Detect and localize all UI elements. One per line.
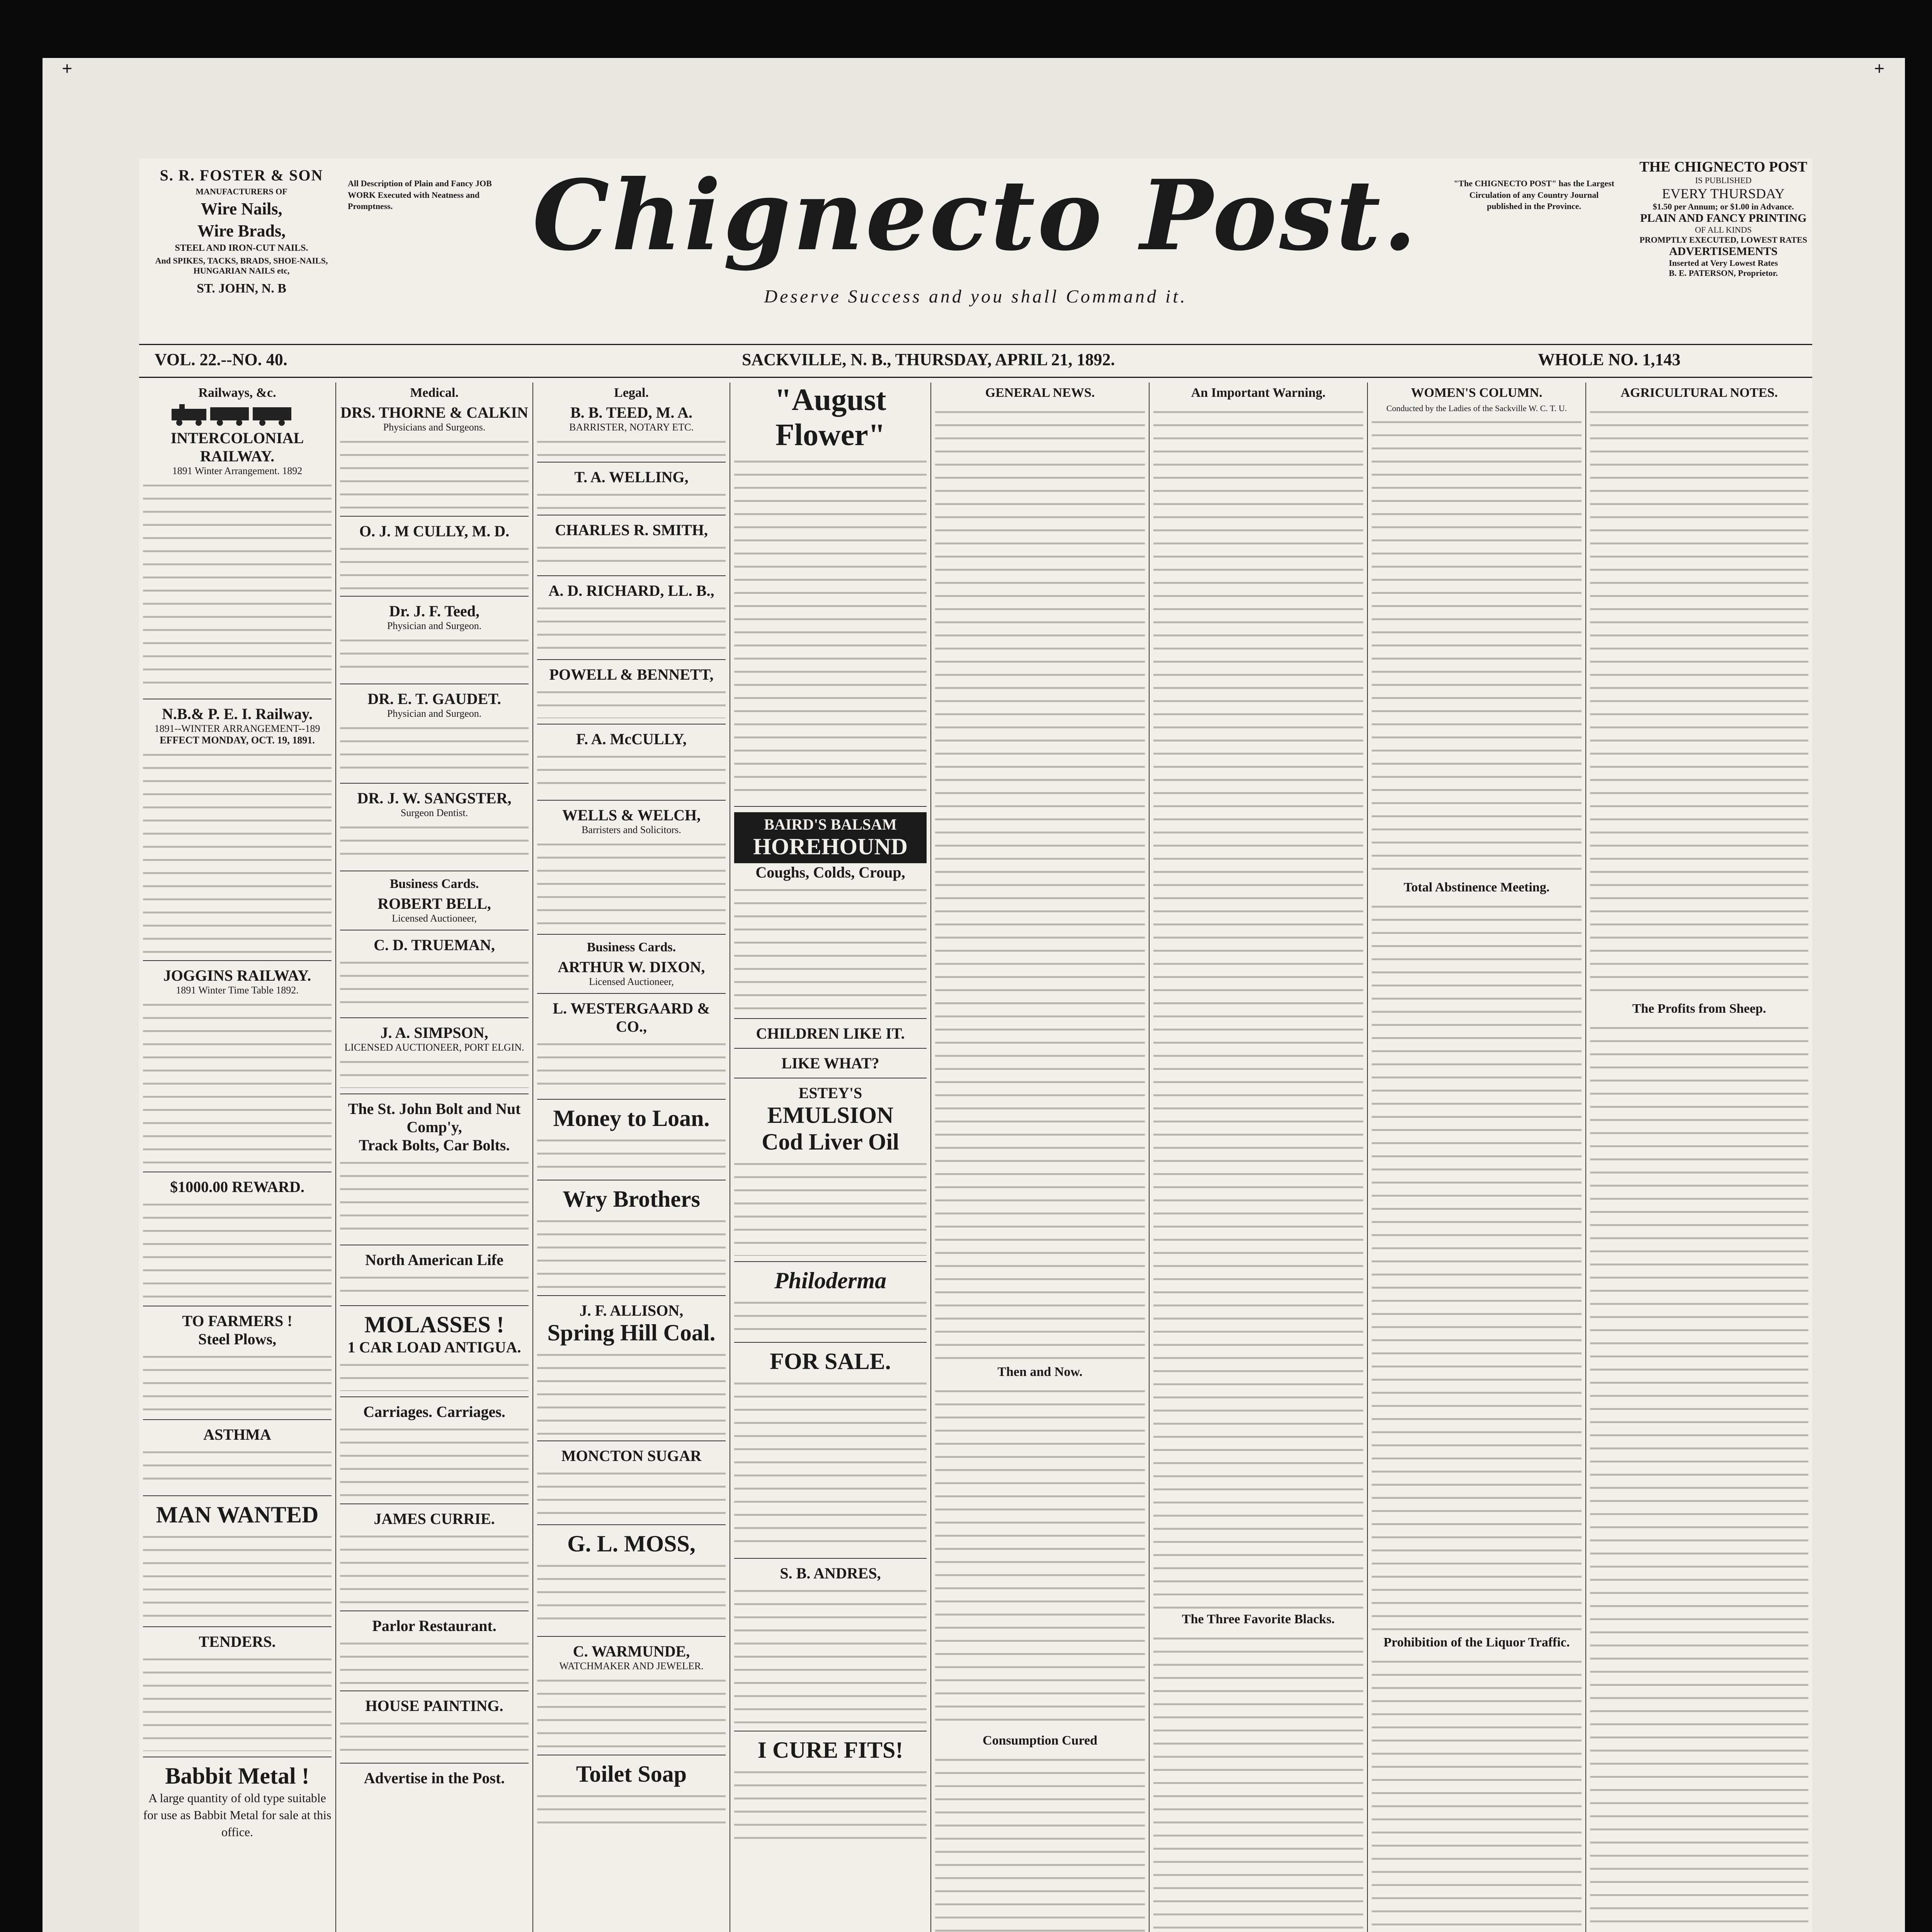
farmers-ad: TO FARMERS !: [182, 1312, 293, 1330]
circulation-note: "The CHIGNECTO POST" has the Largest Circulation of any Country Journal published in the Province.: [1454, 179, 1614, 211]
for-sale-ad: FOR SALE.: [770, 1349, 891, 1374]
masthead-rule-bottom: [139, 377, 1812, 378]
dateline: SACKVILLE, N. B., THURSDAY, APRIL 21, 1892.: [742, 350, 1115, 369]
sangster-ad: DR. J. W. SANGSTER,: [357, 789, 512, 807]
westergaard-ad: L. WESTERGAARD & CO.,: [553, 1000, 710, 1035]
bairds-balsam-banner: BAIRD'S BALSAM HOREHOUND: [734, 812, 927, 863]
columns: [139, 383, 1812, 1932]
nb-pei-railway: N.B.& P. E. I. Railway.: [162, 705, 313, 723]
advertise-notice: Advertise in the Post.: [364, 1769, 505, 1787]
column-agricultural: AGRICULTURAL NOTES. The Profits from Sheep.: [1586, 383, 1812, 1932]
wells-welch-ad: WELLS & WELCH,: [562, 806, 701, 824]
masthead-left-ad: S. R. FOSTER & SON MANUFACTURERS OF Wire Nails, Wire Brads, STEEL AND IRON-CUT NAILS. And SPIKES, TACKS, BRADS, SHOE-NAILS, HUNGARIAN NAILS etc, ST. JOHN, N. B: [155, 167, 328, 296]
north-american-life-ad: North American Life: [365, 1251, 503, 1269]
carriages-ad: Carriages. Carriages.: [363, 1403, 505, 1420]
esteys-emulsion-ad: ESTEY'S: [798, 1084, 862, 1102]
registration-mark-top-left: +: [62, 58, 73, 79]
asthma-ad: ASTHMA: [203, 1426, 271, 1443]
arthur-dixon-ad: ARTHUR W. DIXON,: [558, 958, 705, 976]
gaudet-ad: DR. E. T. GAUDET.: [367, 690, 501, 707]
teed-physician-ad: Dr. J. F. Teed,: [389, 602, 480, 620]
column-general-news: GENERAL NEWS. Then and Now. Consumption Cured: [931, 383, 1150, 1932]
welling-ad: T. A. WELLING,: [574, 468, 689, 486]
volume-number: VOL. 22.--NO. 40.: [155, 350, 287, 369]
column-patent-ads: "August Flower" BAIRD'S BALSAM HOREHOUND Coughs, Colds, Croup, CHILDREN LIKE IT. LIKE WHAT? ESTEY'S EMULSION Cod Liver Oil Philoderma FOR SALE. S. B. ANDRES, I CURE FITS!: [730, 383, 931, 1932]
intercolonial-railway: INTERCOLONIAL RAILWAY.: [170, 429, 304, 465]
teed-barrister-ad: B. B. TEED, M. A.: [570, 404, 692, 421]
cully-ad: O. J. M CULLY, M. D.: [359, 522, 510, 540]
newspaper-title: Chignecto Post.: [532, 158, 1419, 272]
allison-ad: J. F. ALLISON,: [579, 1302, 684, 1319]
warmunde-ad: C. WARMUNDE,: [573, 1643, 690, 1660]
simpson-ad: J. A. SIMPSON,: [380, 1024, 488, 1041]
house-painting-ad: HOUSE PAINTING.: [365, 1697, 503, 1714]
tenders-ad: TENDERS.: [199, 1633, 276, 1650]
column-railways: Railways, &c. INTERCOLONIAL RAILWAY. 1891 Winter Arrangement. 1892 N.B.& P. E. I. Railway. 1891--WINTER ARRANGEMENT--189 EFFECT MONDAY, OCT. 19, 1891. JOGGINS RAILWAY. 1891 Winter Time Table 1892. $1000.00 REWARD. TO FARMERS ! Steel Plows, ASTHMA MAN WANTED TENDERS. Babbit Metal ! A large quantity of old type suitable for use as Babbit Metal for sale at this office.: [139, 383, 336, 1932]
newspaper-sheet: [43, 58, 1905, 1932]
robert-bell-ad: ROBERT BELL,: [378, 895, 491, 912]
thorne-calkin-ad: DRS. THORNE & CALKIN: [340, 404, 528, 421]
subscription-box: THE CHIGNECTO POST IS PUBLISHED EVERY THURSDAY $1.50 per Annum; or $1.00 in Advance. PLAIN AND FANCY PRINTING OF ALL KINDS PROMPTLY EXECUTED, LOWEST RATES ADVERTISEMENTS Inserted at Very Lowest Rates B. E. PATERSON, Proprietor.: [1639, 159, 1808, 278]
newspaper-page: [139, 158, 1812, 1932]
masthead-rule-top: [139, 344, 1812, 345]
whole-number: WHOLE NO. 1,143: [1538, 350, 1681, 369]
column-womens: WOMEN'S COLUMN. Conducted by the Ladies of the Sackville W. C. T. U. Total Abstinence Meeting. Prohibition of the Liquor Traffic.: [1368, 383, 1586, 1932]
molasses-ad: MOLASSES !: [364, 1312, 504, 1337]
parlor-restaurant-ad: Parlor Restaurant.: [372, 1617, 497, 1634]
richard-ad: A. D. RICHARD, LL. B.,: [548, 582, 714, 599]
mccully-ad: F. A. McCULLY,: [576, 730, 687, 748]
wry-brothers-ad: Wry Brothers: [562, 1186, 701, 1212]
registration-mark-top-right: +: [1874, 58, 1885, 79]
andres-ad: S. B. ANDRES,: [780, 1565, 881, 1582]
james-currie-ad: JAMES CURRIE.: [374, 1510, 495, 1527]
babbit-metal-ad: Babbit Metal !: [165, 1763, 310, 1789]
bolt-company-ad: The St. John Bolt and Nut Comp'y,: [348, 1100, 521, 1136]
cure-fits-ad: I CURE FITS!: [757, 1737, 903, 1763]
column-legal: Legal. B. B. TEED, M. A. BARRISTER, NOTARY ETC. T. A. WELLING, CHARLES R. SMITH, A. D. RICHARD, LL. B., POWELL & BENNETT, F. A. McCULLY, WELLS & WELCH, Barristers and Solicitors. Business Cards. ARTHUR W. DIXON, Licensed Auctioneer, L. WESTERGAARD & CO., Money to Loan. Wry Brothers J. F. ALLISON, Spring Hill Coal. MONCTON SUGAR G. L. MOSS, C. WARMUNDE, WATCHMAKER AND JEWELER. Toilet Soap: [533, 383, 730, 1932]
powell-bennett-ad: POWELL & BENNETT,: [549, 666, 714, 683]
money-to-loan-ad: Money to Loan.: [553, 1105, 710, 1131]
newspaper-motto: Deserve Success and you shall Command it.: [764, 286, 1187, 307]
philoderma-ad: Philoderma: [774, 1268, 886, 1293]
column-medical: Medical. DRS. THORNE & CALKIN Physicians and Surgeons. O. J. M CULLY, M. D. Dr. J. F. Teed, Physician and Surgeon. DR. E. T. GAUDET. Physician and Surgeon. DR. J. W. SANGSTER, Surgeon Dentist. Business Cards. ROBERT BELL, Licensed Auctioneer, C. D. TRUEMAN, J. A. SIMPSON, LICENSED AUCTIONEER, PORT ELGIN. The St. John Bolt and Nut Comp'y, Track Bolts, Car Bolts. North American Life MOLASSES ! 1 CAR LOAD ANTIGUA. Carriages. Carriages. JAMES CURRIE. Parlor Restaurant. HOUSE PAINTING. Advertise in the Post.: [336, 383, 533, 1932]
reward-ad: $1000.00 REWARD.: [170, 1178, 304, 1196]
train-icon: [168, 403, 307, 427]
column-warning: An Important Warning. The Three Favorite Blacks.: [1150, 383, 1368, 1932]
man-wanted-ad: MAN WANTED: [156, 1502, 319, 1527]
smith-ad: CHARLES R. SMITH,: [555, 521, 708, 539]
august-flower-ad: "August Flower": [774, 383, 886, 452]
children-like-it: CHILDREN LIKE IT.: [756, 1025, 905, 1042]
moss-ad: G. L. MOSS,: [567, 1531, 696, 1556]
job-work-note: All Description of Plain and Fancy JOB WORK Executed with Neatness and Promptness.: [348, 179, 492, 211]
joggins-railway: JOGGINS RAILWAY.: [163, 967, 311, 984]
moncton-sugar-ad: MONCTON SUGAR: [561, 1447, 702, 1464]
toilet-soap-ad: Toilet Soap: [576, 1761, 687, 1787]
foster-name: S. R. FOSTER & SON: [160, 167, 323, 184]
trueman-ad: C. D. TRUEMAN,: [374, 936, 495, 954]
